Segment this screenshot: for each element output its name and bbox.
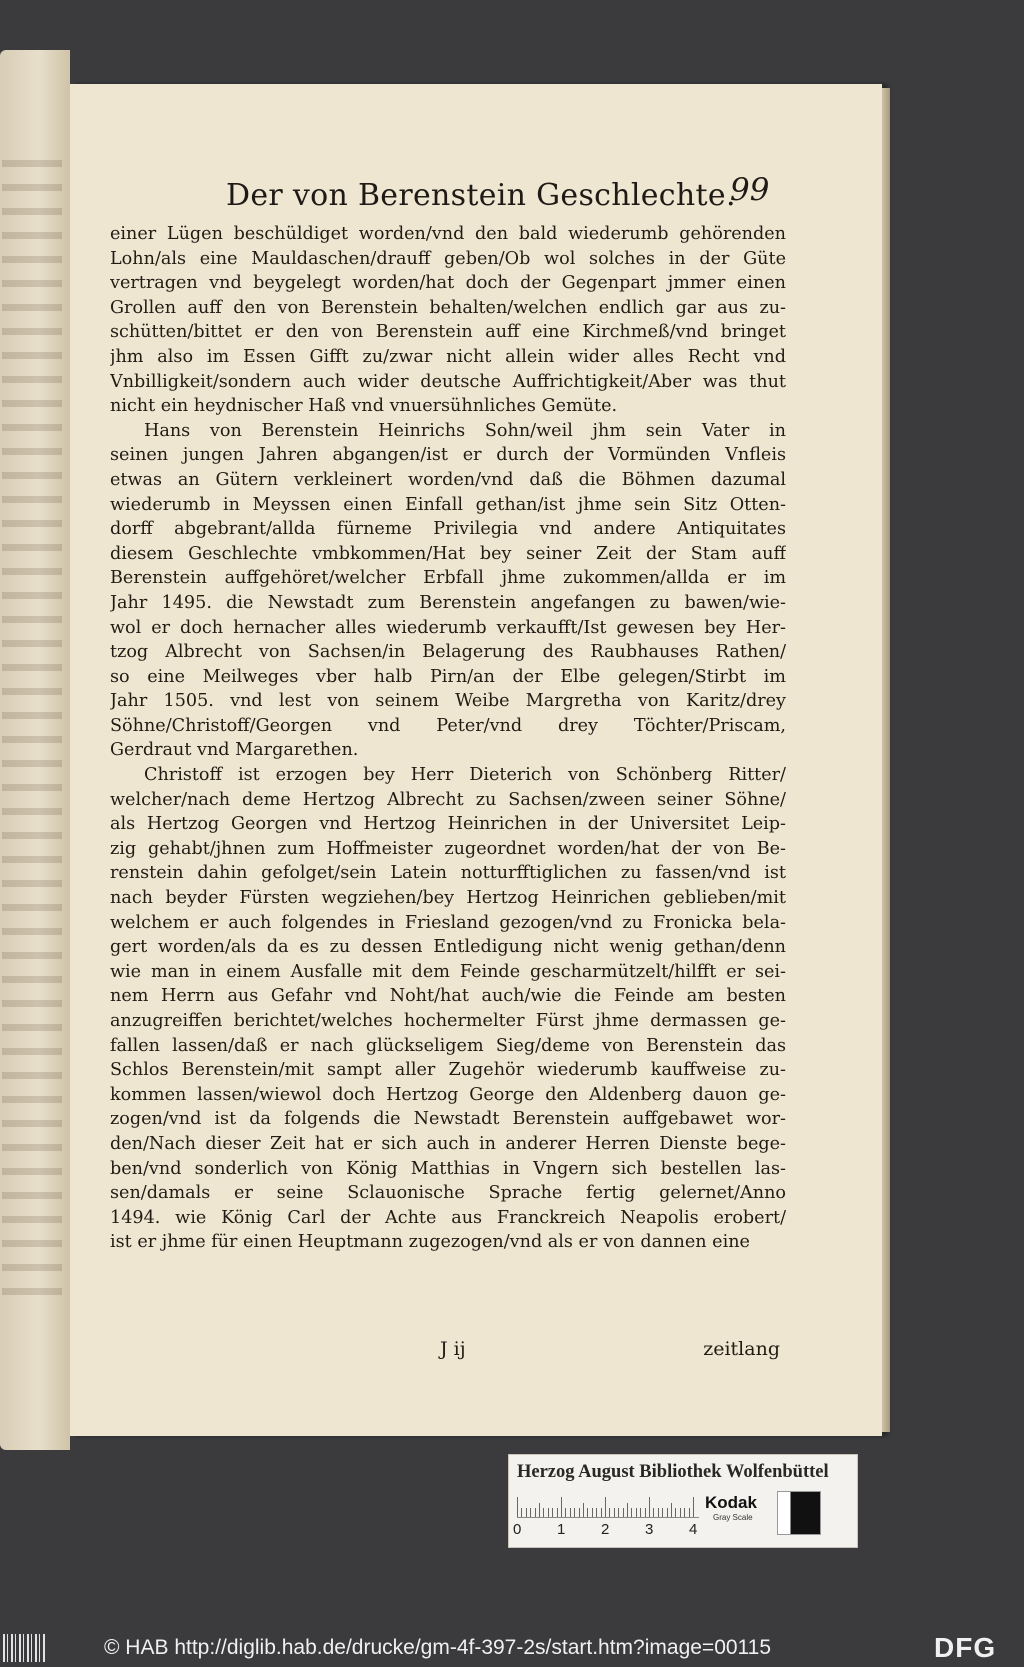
text-line: renstein dahin gefolget/sein Latein notturfftiglichen zu fassen/vnd ist — [110, 863, 786, 884]
ruler-numbers — [513, 1521, 703, 1539]
ruler-tick — [623, 1508, 624, 1517]
catchword: zeitlang — [703, 1338, 780, 1360]
text-line: Schlos Berenstein/mit sampt aller Zugehör wiederumb kauffweise zu- — [110, 1060, 786, 1081]
page-header — [70, 172, 882, 222]
text-line: tzog Albrecht von Sachsen/in Belagerung des Raubhauses Rathen/ — [110, 642, 786, 663]
document-page — [70, 84, 882, 1436]
text-line: Lohn/als eine Mauldaschen/drauff geben/Ob wol solches in der Güte — [110, 248, 786, 269]
text-line: vertragen vnd beygelegt worden/hat doch der Gegenpart jmmer einen — [110, 273, 786, 294]
text-line: Jahr 1505. vnd lest von seinem Weibe Margretha von Karitz/drey — [110, 691, 786, 712]
text-line: jhm also im Essen Gifft zu/zwar nicht allein wider alles Recht vnd — [110, 346, 786, 367]
ruler-tick — [587, 1508, 588, 1517]
text-line: Söhne/Christoff/Georgen vnd Peter/vnd drey Töchter/Priscam, — [110, 715, 786, 736]
ruler-tick — [675, 1508, 676, 1517]
ruler-number: 0 — [513, 1521, 522, 1538]
ruler-tick — [653, 1508, 654, 1517]
ruler-tick — [662, 1508, 663, 1517]
text-line: Vnbilligkeit/sondern auch wider deutsche Auffrichtigkeit/Aber was thut — [110, 371, 786, 392]
ruler-tick — [517, 1497, 518, 1517]
text-line: Gerdraut vnd Margarethen. — [110, 740, 359, 761]
body-text — [110, 222, 786, 1255]
text-line: seinen jungen Jahren abgangen/ist er durch der Vormünden Vnfleis — [110, 445, 786, 466]
text-line: schütten/bittet er den von Berenstein auff eine Kirchmeß/vnd bringet — [110, 322, 786, 343]
library-name: Herzog August Bibliothek Wolfenbüttel — [517, 1462, 829, 1482]
ruler-tick — [565, 1508, 566, 1517]
text-line: so eine Meilweges vber halb Pirn/an der Elbe gelegen/Stirbt im — [110, 666, 786, 687]
text-line: zogen/vnd ist da folgends die Newstadt Berenstein auffgebawet wor- — [110, 1109, 786, 1130]
ruler-tick — [667, 1508, 668, 1517]
text-line: nach beyder Fürsten wegziehen/bey Hertzog Heinrichen geblieben/mit — [110, 888, 786, 909]
text-line: Hans von Berenstein Heinrichs Sohn/weil jhm sein Vater in — [144, 420, 786, 441]
signature-mark: J ij — [440, 1338, 466, 1360]
text-line: ist er jhme für einen Heuptmann zugezogen/vnd als er von dannen eine — [110, 1232, 750, 1253]
gray-scale-label: Gray Scale — [713, 1513, 753, 1522]
text-line: zig gehabt/jhnen zum Hoffmeister zugeordnet worden/hat der von Be- — [110, 838, 786, 859]
text-line: welcher/nach deme Hertzog Albrecht zu Sachsen/zween seiner Söhne/ — [110, 789, 786, 810]
ruler-tick — [618, 1508, 619, 1517]
ruler-tick — [640, 1508, 641, 1517]
text-line: fallen lassen/daß er nach glückseligem Sieg/deme von Berenstein das — [110, 1035, 786, 1056]
text-line: als Hertzog Georgen vnd Hertzog Heinrichen in der Universitet Leip- — [110, 814, 786, 835]
text-line: anzugreiffen berichtet/welches hochermelter Fürst jhme dermassen ge- — [110, 1011, 786, 1031]
text-line: wiederumb in Meyssen einen Einfall gethan/ist jhme sein Sitz Otten- — [110, 494, 786, 515]
ruler-tick — [684, 1508, 685, 1517]
ruler-tick — [671, 1503, 672, 1517]
text-line: welchem er auch folgendes in Friesland gezogen/vnd zu Fronicka bela- — [110, 912, 786, 933]
ruler-tick — [631, 1508, 632, 1517]
ruler-number: 4 — [689, 1521, 698, 1538]
ruler-tick — [539, 1503, 540, 1517]
ruler-tick — [574, 1508, 575, 1517]
source-credit-link[interactable]: © HAB http://diglib.hab.de/drucke/gm-4f-397-2s/start.htm?image=00115 — [104, 1636, 772, 1659]
page-number: 99 — [730, 172, 770, 208]
ruler-tick — [592, 1508, 593, 1517]
ruler-tick — [583, 1503, 584, 1517]
barcode-icon — [3, 1634, 47, 1662]
kodak-label: Kodak — [705, 1493, 757, 1512]
text-line: nem Herrn aus Gefahr vnd Noht/hat auch/wie die Feinde am besten — [110, 986, 786, 1007]
ruler-tick — [614, 1508, 615, 1517]
ruler-tick — [561, 1497, 562, 1517]
ruler-tick — [627, 1503, 628, 1517]
ruler-tick — [543, 1508, 544, 1517]
text-line: den/Nach dieser Zeit hat er sich auch in anderer Herren Dienste bege- — [110, 1133, 786, 1154]
ruler-number: 3 — [645, 1521, 654, 1538]
text-line: gert worden/als da es zu dessen Entledigung nicht wenig gethan/denn — [110, 937, 786, 958]
show-through-text — [2, 160, 62, 1310]
text-line: dorff abgebrant/allda fürneme Privilegia vnd andere Antiquitates — [110, 519, 786, 540]
text-line: diesem Geschlechte vmbkommen/Hat bey seiner Zeit der Stam auff — [110, 543, 786, 564]
text-line: kommen lassen/wiewol doch Hertzog George den Aldenberg dauon ge- — [110, 1084, 786, 1105]
text-line: sen/damals er seine Sclauonische Sprache fertig gelernet/Anno — [110, 1183, 786, 1204]
text-line: etwas an Gütern verkleinert worden/vnd daß die Böhmen dazumal — [110, 469, 786, 490]
ruler-number: 2 — [601, 1521, 610, 1538]
ruler-tick — [526, 1508, 527, 1517]
ruler-tick — [649, 1497, 650, 1517]
text-line: Jahr 1495. die Newstadt zum Berenstein angefangen zu bawen/wie- — [110, 592, 786, 613]
ruler-tick — [689, 1508, 690, 1517]
text-line: Berenstein auffgehöret/welcher Erbfall jhme zukommen/allda er im — [110, 568, 786, 589]
ruler-tick — [579, 1508, 580, 1517]
ruler-tick — [570, 1508, 571, 1517]
text-line: 1494. wie König Carl der Achte aus Franckreich Neapolis erobert/ — [110, 1207, 786, 1228]
color-calibration-card — [508, 1454, 858, 1548]
ruler-tick — [548, 1508, 549, 1517]
ruler-tick — [609, 1508, 610, 1517]
ruler-tick — [693, 1497, 694, 1517]
ruler-tick — [601, 1508, 602, 1517]
text-line: einer Lügen beschüldiget worden/vnd den bald wiederumb gehörenden — [110, 224, 786, 244]
running-head: Der von Berenstein Geschlechte. — [226, 178, 736, 213]
gray-scale-patch — [777, 1491, 821, 1535]
scale-ruler — [517, 1495, 699, 1518]
text-line: nicht ein heydnischer Haß vnd vnuersühnliches Gemüte. — [110, 396, 618, 417]
ruler-tick — [530, 1508, 531, 1517]
dfg-logo: DFG — [934, 1632, 997, 1663]
ruler-tick — [636, 1508, 637, 1517]
ruler-tick — [552, 1508, 553, 1517]
text-line: wol er doch hernacher alles wiederumb verkaufft/Ist gewesen bey Her- — [110, 617, 786, 638]
ruler-tick — [680, 1508, 681, 1517]
ruler-tick — [605, 1497, 606, 1517]
ruler-tick — [645, 1508, 646, 1517]
page-foot — [110, 1338, 786, 1364]
ruler-tick — [535, 1508, 536, 1517]
text-line: Christoff ist erzogen bey Herr Dieterich von Schönberg Ritter/ — [144, 765, 786, 786]
ruler-tick — [521, 1508, 522, 1517]
ruler-tick — [557, 1508, 558, 1517]
facing-page-edge — [0, 50, 70, 1450]
ruler-number: 1 — [557, 1521, 566, 1538]
text-line: ben/vnd sonderlich von König Matthias in Vngern sich bestellen las- — [110, 1158, 786, 1179]
text-line: wie man in einem Ausfalle mit dem Feinde gescharmützelt/hilfft er sei- — [110, 961, 786, 982]
text-line: Grollen auff den von Berenstein behalten/welchen endlich gar aus zu- — [110, 297, 786, 318]
viewer-footer — [0, 1628, 1024, 1667]
ruler-tick — [596, 1508, 597, 1517]
ruler-tick — [658, 1508, 659, 1517]
